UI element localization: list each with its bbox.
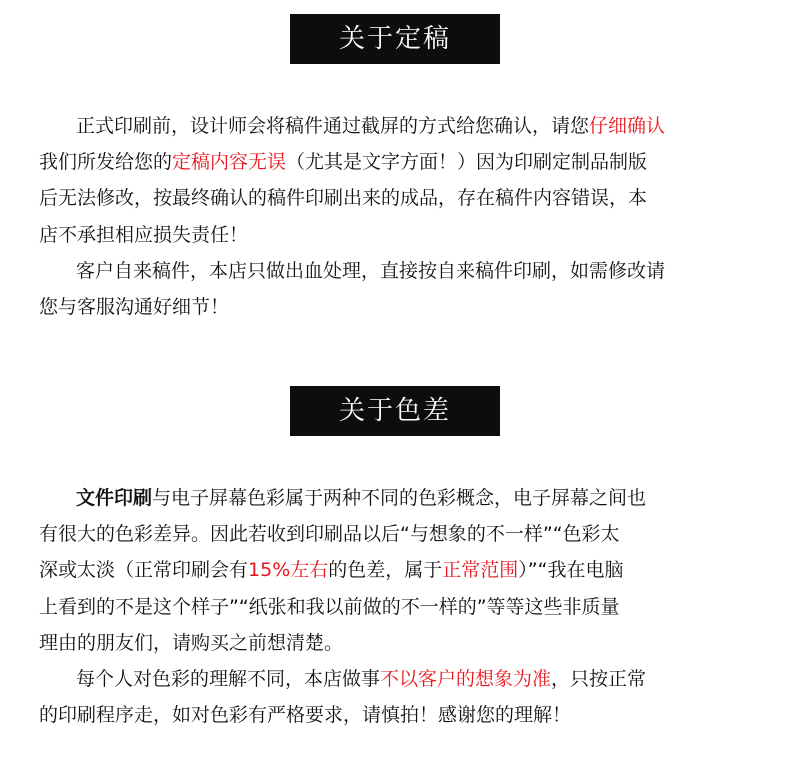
section-title-color-difference: 关于色差 (290, 386, 500, 436)
text-run: 我们所发给您的 (39, 151, 173, 174)
text-line (39, 253, 761, 289)
bold-text: 文件印刷 (76, 487, 153, 509)
text-run: 每个人对色彩的理解不同，本店做事 (76, 667, 381, 690)
text-line (39, 697, 761, 733)
text-line (39, 217, 761, 253)
text-line (39, 552, 761, 588)
text-run: 有很大的色彩差异。因此若收到印刷品以后“与想象的不一样”“色彩太 (39, 523, 620, 546)
highlight-text: 15%左右 (248, 559, 329, 582)
text-run: 的色差，属于 (328, 559, 443, 582)
text-line (39, 180, 761, 216)
color-difference-text (39, 480, 761, 733)
text-run: ）”“我在电脑 (518, 559, 624, 582)
section-finalization (0, 14, 790, 318)
text-run: 店不承担相应损失责任！ (39, 223, 249, 246)
text-run: 与电子屏幕色彩属于两种不同的色彩概念，电子屏幕之间也 (152, 487, 647, 509)
text-line (39, 289, 761, 325)
highlight-text: 不以客户的想象为准 (380, 667, 552, 690)
text-line (39, 480, 761, 516)
text-run: ，只按正常 (551, 667, 647, 690)
text-line (39, 625, 761, 661)
highlight-text: 仔细确认 (589, 115, 666, 137)
text-line (39, 589, 761, 625)
text-line (39, 661, 761, 697)
text-run: 后无法修改，按最终确认的稿件印刷出来的成品，存在稿件内容错误，本 (39, 187, 648, 210)
text-run: （尤其是文字方面！）因为印刷定制品制版 (286, 151, 648, 174)
text-line (39, 144, 761, 180)
text-run: 上看到的不是这个样子”“纸张和我以前做的不一样的”等等这些非质量 (39, 595, 620, 618)
section-color-difference (0, 386, 790, 727)
text-run: 正式印刷前，设计师会将稿件通过截屏的方式给您确认，请您 (76, 115, 590, 137)
text-run: 客户自来稿件，本店只做出血处理，直接按自来稿件印刷，如需修改请 (76, 259, 666, 282)
text-line (39, 516, 761, 552)
text-run: 您与客服沟通好细节！ (39, 295, 230, 318)
finalization-text (39, 108, 761, 325)
text-run: 的印刷程序走，如对色彩有严格要求，请慎拍！感谢您的理解！ (39, 704, 572, 727)
highlight-text: 正常范围 (442, 559, 519, 582)
text-run: 理由的朋友们，请购买之前想清楚。 (39, 631, 344, 654)
section-title-finalization: 关于定稿 (290, 14, 500, 64)
text-line (39, 108, 761, 144)
highlight-text: 定稿内容无误 (172, 151, 287, 174)
text-run: 深或太淡（正常印刷会有 (39, 559, 249, 582)
